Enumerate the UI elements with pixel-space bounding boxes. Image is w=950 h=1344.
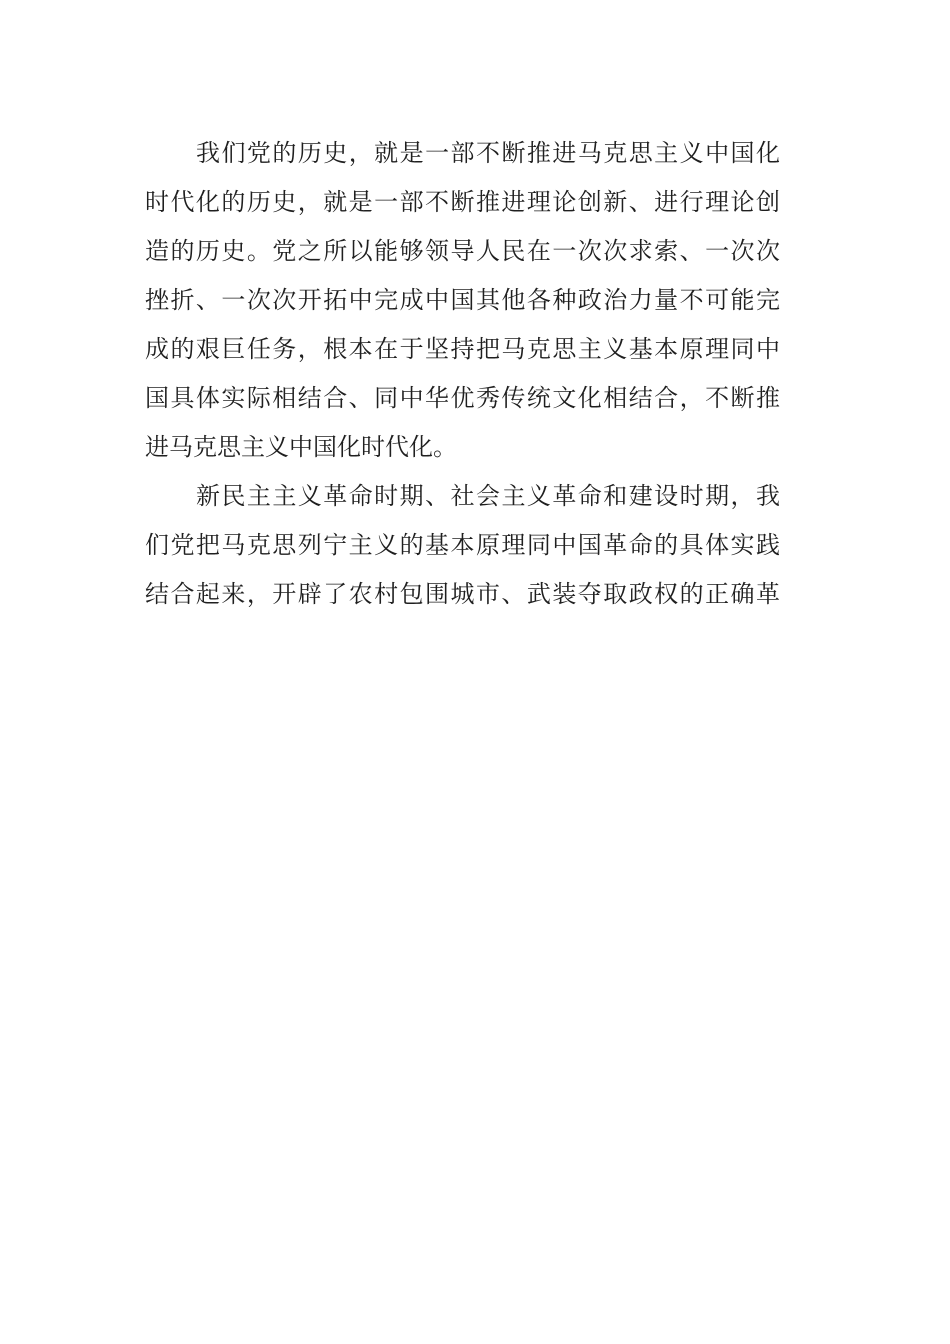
text-line: 我们党的历史，就是一部不断推进马克思主义中国化 — [196, 141, 780, 167]
text-line: 进马克思主义中国化时代化。 — [145, 435, 457, 461]
text-line: 挫折、一次次开拓中完成中国其他各种政治力量不可能完 — [145, 288, 780, 314]
paragraph-2 — [145, 473, 780, 620]
document-body — [145, 130, 780, 620]
text-line: 造的历史。党之所以能够领导人民在一次次求索、一次次 — [145, 239, 780, 265]
text-line: 新民主主义革命时期、社会主义革命和建设时期，我 — [196, 484, 780, 510]
paragraph-1 — [145, 130, 780, 473]
text-line: 成的艰巨任务，根本在于坚持把马克思主义基本原理同中 — [145, 337, 780, 363]
text-line: 们党把马克思列宁主义的基本原理同中国革命的具体实践 — [145, 533, 780, 559]
text-line: 国具体实际相结合、同中华优秀传统文化相结合，不断推 — [145, 386, 780, 412]
text-line: 时代化的历史，就是一部不断推进理论创新、进行理论创 — [145, 190, 780, 216]
text-line: 结合起来，开辟了农村包围城市、武装夺取政权的正确革 — [145, 582, 780, 608]
